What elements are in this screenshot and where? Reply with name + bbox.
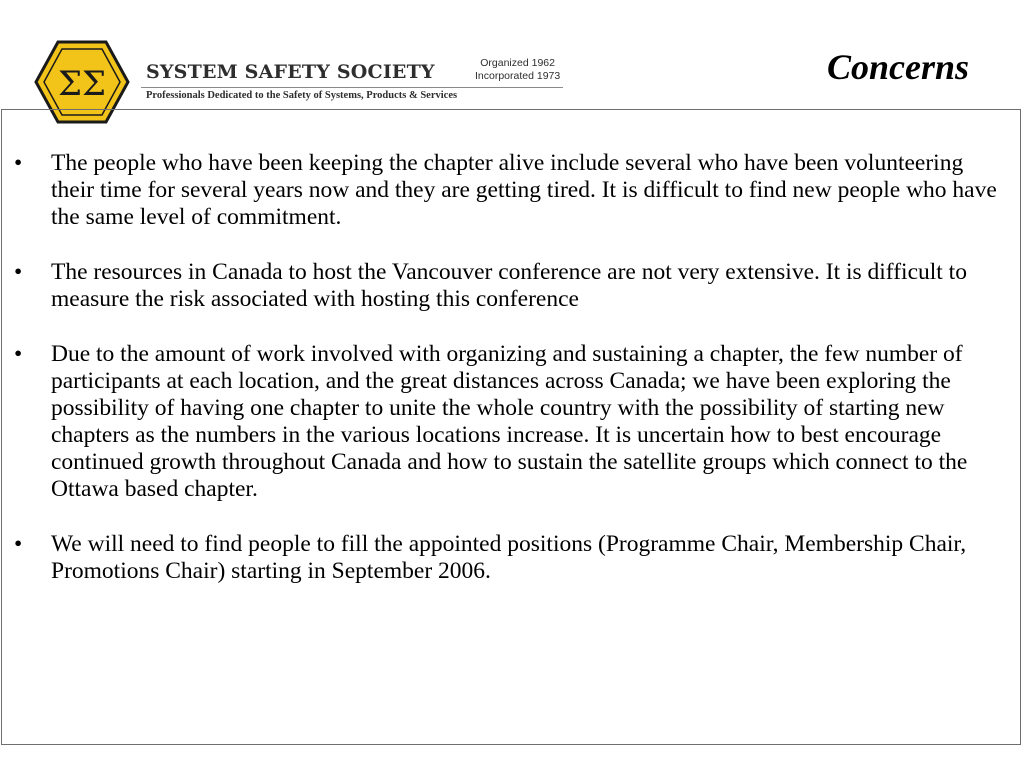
bullet-item: [2, 531, 1012, 585]
header-divider: [141, 87, 563, 88]
organized-year: Organized 1962: [480, 57, 555, 69]
slide-title: Concerns: [826, 47, 969, 87]
bullet-marker: •: [14, 150, 23, 176]
org-tagline: Professionals Dedicated to the Safety of Systems, Products & Services: [146, 90, 458, 101]
bullet-item: [2, 259, 1012, 313]
bullet-marker: •: [14, 259, 23, 285]
logo-mark: ΣΣ: [57, 64, 107, 104]
content-box: [1, 109, 1021, 745]
bullet-text: The people who have been keeping the chapter alive include several who have been volunteering their time for several years now and they are getting tired. It is difficult to find new people who have the same level of commitment.: [51, 150, 997, 230]
incorporated-year: Incorporated 1973: [475, 70, 561, 82]
bullet-item: [2, 150, 1012, 231]
org-name: SYSTEM SAFETY SOCIETY: [146, 61, 435, 83]
bullet-text: We will need to find people to fill the appointed positions (Programme Chair, Membership Chair, Promotions Chair) starting in September 2006.: [51, 531, 967, 584]
bullet-list: [2, 150, 1012, 613]
bullet-marker: •: [14, 531, 23, 557]
bullet-item: [2, 341, 1012, 503]
bullet-text: Due to the amount of work involved with organizing and sustaining a chapter, the few number of participants at each location, and the great distances across Canada; we have been exploring the possibility of having one chapter to unite the whole country with the possibility of starting new chapters as the numbers in the various locations increase. It is uncertain how to best encourage continued growth throughout Canada and how to sustain the satellite groups which connect to the Ottawa based chapter.: [51, 341, 968, 502]
slide-header: [0, 0, 1024, 110]
bullet-text: The resources in Canada to host the Vancouver conference are not very extensive. It is difficult to measure the risk associated with hosting this conference: [51, 259, 967, 312]
org-established: [475, 57, 560, 83]
bullet-marker: •: [14, 341, 23, 367]
